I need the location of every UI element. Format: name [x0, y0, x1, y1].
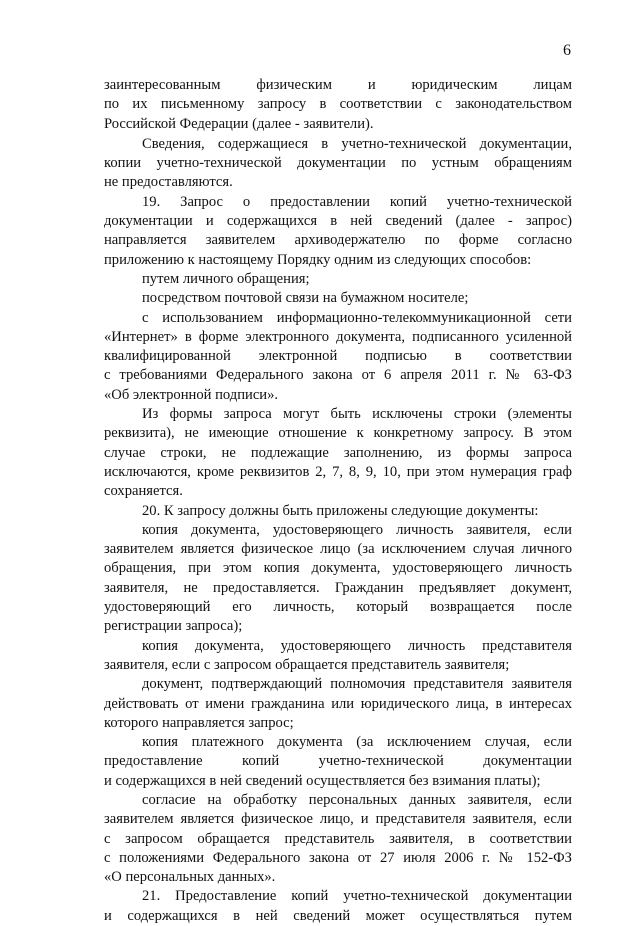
text-line: с использованием информационно-телекоммуникационной сети [142, 309, 572, 326]
text-line: действовать от имени гражданина или юридического лица, в интересах [104, 695, 572, 712]
text-line: удостоверяющий его личность, который возвращается после [104, 599, 572, 616]
text-line: случае строки, не подлежащие заполнению, из формы запроса [104, 444, 572, 461]
text-line: «Об электронной подписи». [104, 386, 279, 403]
document-body [104, 76, 572, 926]
text-line: «О персональных данных». [104, 869, 276, 886]
text-line: 19. Запрос о предоставлении копий учетно-технической [142, 193, 572, 210]
text-line: «Интернет» в форме электронного документа, подписанного усиленной [104, 328, 572, 345]
text-line: документ, подтверждающий полномочия представителя заявителя [142, 676, 572, 693]
text-line: заявителем является физическое лицо (за исключением случая личного [104, 541, 572, 558]
text-line: Из формы запроса могут быть исключены строки (элементы [142, 406, 572, 423]
text-line: документации и содержащихся в ней сведений (далее - запрос) [104, 213, 572, 230]
text-line: регистрации запроса); [104, 618, 243, 635]
text-line: копия документа, удостоверяющего личность заявителя, если [142, 521, 572, 538]
text-line: сохраняется. [104, 483, 183, 500]
text-line: Российской Федерации (далее - заявители). [104, 115, 374, 132]
text-line: заинтересованным физическим и юридическим лицам [104, 77, 572, 93]
text-line: заявителя, не предоставляется. Гражданин предъявляет документ, [104, 579, 572, 596]
text-line: копия платежного документа (за исключением случая, если [142, 734, 572, 751]
text-line: заявителя, если с запросом обращается представитель заявителя; [104, 656, 510, 673]
text-line: 21. Предоставление копий учетно-технической документации [142, 888, 572, 905]
text-line: с запросом обращается представитель заявителя, в соответствии [104, 830, 572, 847]
text-line: согласие на обработку персональных данных заявителя, если [142, 791, 572, 808]
text-line: и содержащихся в ней сведений осуществляется без взимания платы); [104, 772, 541, 789]
text-line: направляется заявителем архиводержателю по форме согласно [104, 232, 572, 249]
text-line: обращения, при этом копия документа, удостоверяющего личность [104, 560, 572, 577]
text-line: которого направляется запрос; [104, 714, 294, 731]
text-line: по их письменному запросу в соответствии с законодательством [104, 96, 572, 113]
text-line: предоставление копий учетно-технической документации [104, 753, 572, 770]
text-line: не предоставляются. [104, 174, 233, 191]
text-line: реквизита), не имеющие отношение к конкретному запросу. В этом [104, 425, 572, 442]
page-number: 6 [563, 42, 571, 59]
text-line: 20. К запросу должны быть приложены следующие документы: [142, 502, 539, 519]
text-line: исключаются, кроме реквизитов 2, 7, 8, 9, 10, при этом нумерация граф [104, 463, 572, 480]
text-line: и содержащихся в ней сведений может осуществляться путем [104, 907, 572, 924]
text-line: путем личного обращения; [142, 270, 310, 287]
text-line: посредством почтовой связи на бумажном носителе; [142, 290, 469, 307]
text-line: заявителем является физическое лицо, и представителя заявителя, если [104, 811, 572, 828]
text-line: с положениями Федерального закона от 27 июля 2006 г. № 152-ФЗ [104, 849, 572, 866]
text-line: Сведения, содержащиеся в учетно-технической документации, [142, 135, 572, 152]
text-line: с требованиями Федерального закона от 6 апреля 2011 г. № 63-ФЗ [104, 367, 572, 384]
text-line: приложению к настоящему Порядку одним из следующих способов: [104, 251, 532, 268]
text-line: копии учетно-технической документации по устным обращениям [104, 155, 572, 172]
text-line: копия документа, удостоверяющего личность представителя [142, 637, 572, 654]
text-line: квалифицированной электронной подписью в соответствии [104, 348, 572, 365]
